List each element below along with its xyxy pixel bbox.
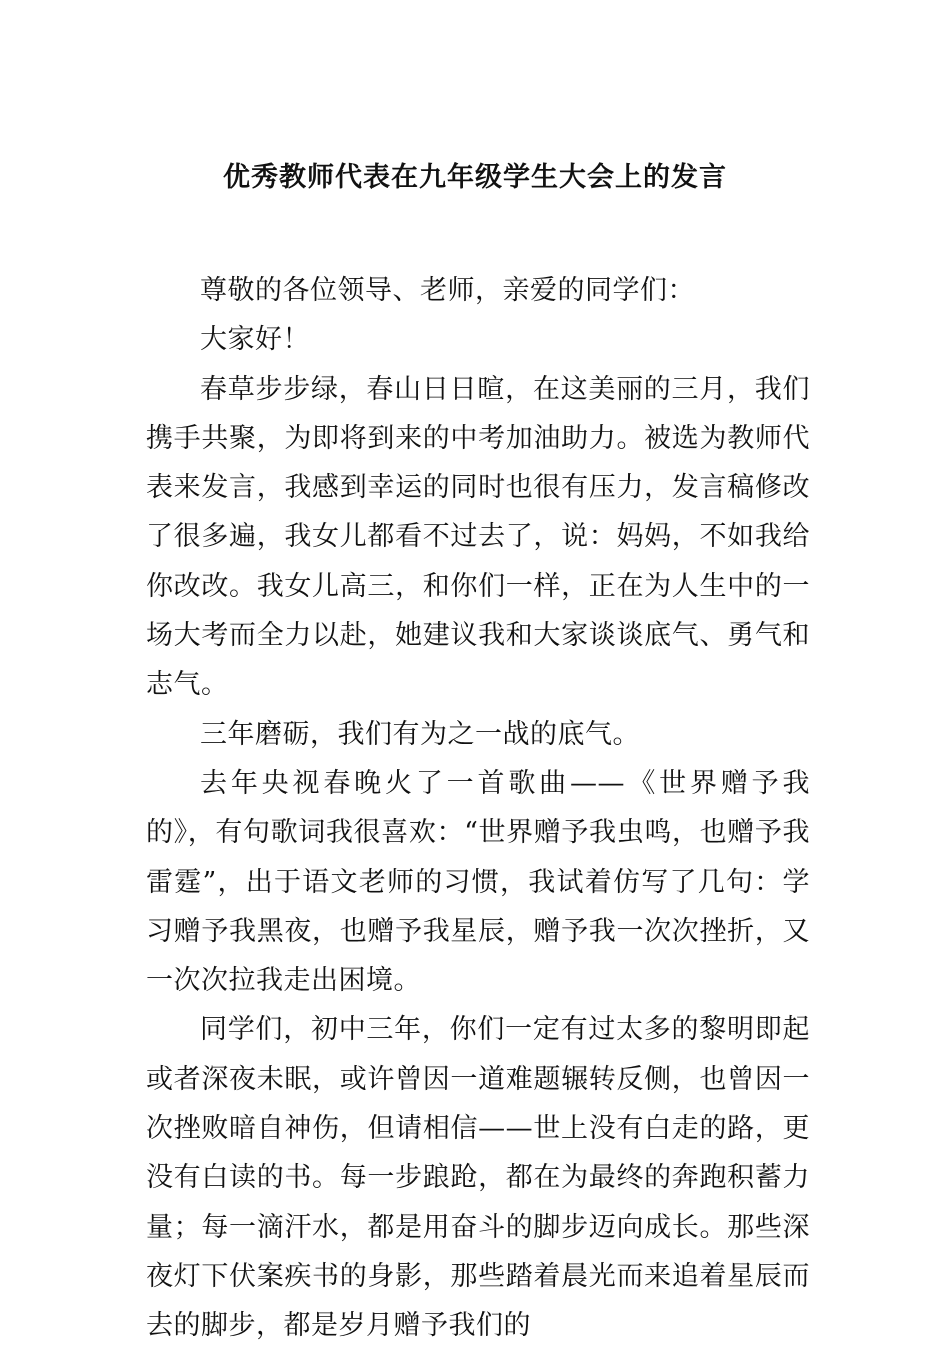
- paragraph-song: 去年央视春晚火了一首歌曲——《世界赠予我的》，有句歌词我很喜欢：“世界赠予我虫鸣，也赠予我雷霆”，出于语文老师的习惯，我试着仿写了几句：学习赠予我黑夜，也赠予我星辰，赠予我一次次挫折，又一次次拉我走出困境。: [146, 767, 810, 997]
- paragraph-theme-1: 三年磨砺，我们有为之一战的底气。: [200, 718, 640, 750]
- paragraph-intro: 春草步步绿，春山日日暄，在这美丽的三月，我们携手共聚，为即将到来的中考加油助力。被选为教师代表来发言，我感到幸运的同时也很有压力，发言稿修改了很多遍，我女儿都看不过去了，说：妈妈，不如我给你改改。我女儿高三，和你们一样，正在为人生中的一场大考而全力以赴，她建议我和大家谈谈底气、勇气和志气。: [146, 373, 810, 701]
- document-title: 优秀教师代表在九年级学生大会上的发言: [223, 162, 727, 193]
- paragraph-greeting: 大家好！: [200, 324, 310, 356]
- document-body: [146, 266, 810, 1351]
- paragraph-students: 同学们，初中三年，你们一定有过太多的黎明即起或者深夜未眠，或许曾因一道难题辗转反侧，也曾因一次挫败暗自神伤，但请相信——世上没有白走的路，更没有白读的书。每一步踉跄，都在为最终的奔跑积蓄力量；每一滴汗水，都是用奋斗的脚步迈向成长。那些深夜灯下伏案疾书的身影，那些踏着晨光而来追着星辰而去的脚步，都是岁月赠予我们的: [146, 1014, 810, 1342]
- paragraph-salutation: 尊敬的各位领导、老师，亲爱的同学们：: [200, 275, 695, 306]
